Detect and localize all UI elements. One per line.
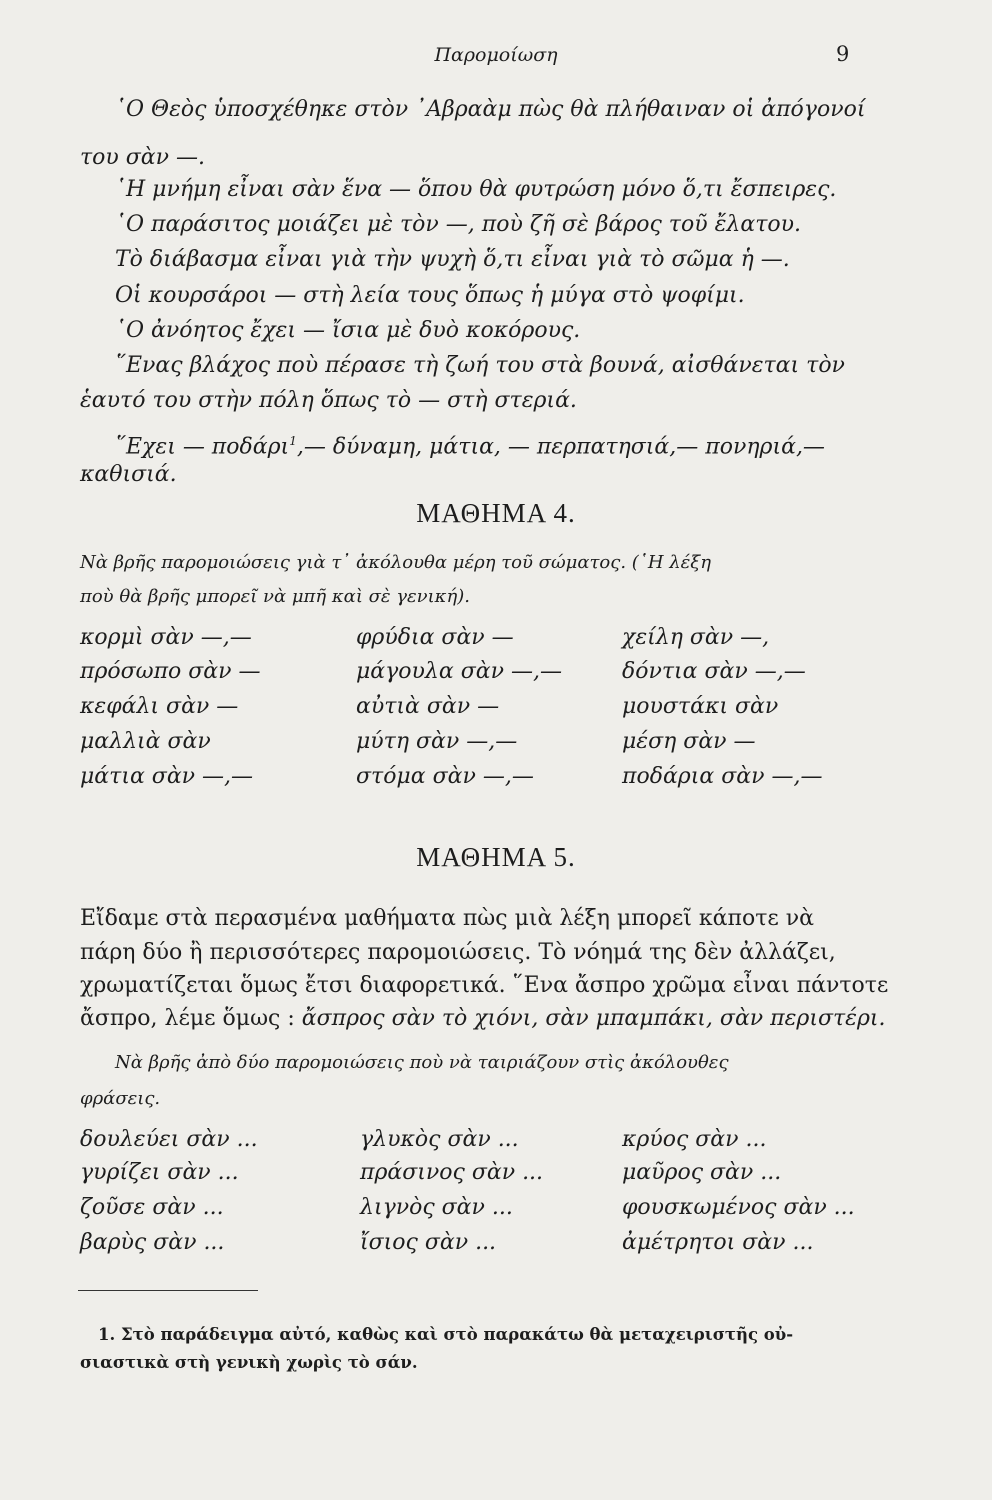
proverb-line: του σὰν —.	[80, 145, 206, 170]
proverb-line: ῾Η μνήμη εἶναι σὰν ἕνα — ὅπου θὰ φυτρώση μόνο ὅ,τι ἔσπειρες.	[115, 177, 837, 202]
exercise-item: πρόσωπο σὰν —	[80, 659, 261, 684]
exercise-item: κρύος σὰν ...	[622, 1127, 767, 1152]
footnote-line: 1. Στὸ παράδειγμα αὐτό, καθὼς καὶ στὸ παρακάτω θὰ μεταχειριστῆς οὐ-	[98, 1325, 794, 1344]
paragraph-line: Εἴδαμε στὰ περασμένα μαθήματα πὼς μιὰ λέξη μπορεῖ κάποτε νὰ	[80, 906, 815, 931]
exercise-item: βαρὺς σὰν ...	[80, 1230, 225, 1255]
proverb-line: Τὸ διάβασμα εἶναι γιὰ τὴν ψυχὴ ὅ,τι εἶναι γιὰ τὸ σῶμα ἡ —.	[115, 247, 790, 272]
exercise-item: γυρίζει σὰν ...	[80, 1160, 239, 1185]
footnote-rule	[78, 1290, 258, 1291]
paragraph-line: χρωματίζεται ὅμως ἔτσι διαφορετικά. ῞Ενα ἄσπρο χρῶμα εἶναι πάντοτε	[80, 973, 889, 998]
proverb-line: καθισιά.	[80, 462, 177, 487]
proverb-line: ῞Ενας βλάχος ποὺ πέρασε τὴ ζωή του στὰ βουνά, αἰσθάνεται τὸν	[115, 353, 845, 378]
proverb-text: ῞Εχει — ποδάρι	[115, 434, 290, 460]
example-phrase: ἄσπρος σὰν τὸ χιόνι, σὰν μπαμπάκι, σὰν περιστέρι.	[301, 1006, 886, 1031]
footnote-line: σιαστικὰ στὴ γενικὴ χωρὶς τὸ σάν.	[80, 1353, 418, 1372]
paragraph-text: ἄσπρο, λέμε ὅμως :	[80, 1006, 295, 1031]
exercise-item: ζοῦσε σὰν ...	[80, 1195, 224, 1220]
proverb-line: ῾Ο παράσιτος μοιάζει μὲ τὸν —, ποὺ ζῆ σὲ βάρος τοῦ ἔλατου.	[115, 212, 801, 237]
exercise-item: ἀμέτρητοι σὰν ...	[622, 1230, 814, 1255]
proverb-line: Οἱ κουρσάροι — στὴ λεία τους ὅπως ἡ μύγα στὸ ψοφίμι.	[115, 283, 745, 308]
footnote-mark: 1	[289, 434, 297, 448]
exercise-item: μέση σὰν —	[622, 729, 756, 754]
paragraph-line: πάρη δύο ἢ περισσότερες παρομοιώσεις. Τὸ νόημά της δὲν ἀλλάζει,	[80, 940, 836, 965]
exercise-item: γλυκὸς σὰν ...	[360, 1127, 519, 1152]
proverb-line	[115, 428, 825, 460]
lesson-5-instruction: φράσεις.	[80, 1088, 161, 1109]
lesson-5-title: ΜΑΘΗΜΑ 5.	[416, 842, 576, 872]
paragraph-line	[80, 1006, 886, 1031]
exercise-item: δόντια σὰν —,—	[622, 659, 806, 684]
lesson-5-instruction: Νὰ βρῆς ἀπὸ δύο παρομοιώσεις ποὺ νὰ ταιριάζουν στὶς ἀκόλουθες	[115, 1052, 729, 1073]
exercise-item: φουσκωμένος σὰν ...	[622, 1195, 855, 1220]
exercise-item: κεφάλι σὰν —	[80, 694, 239, 719]
exercise-item: μουστάκι σὰν	[622, 694, 779, 719]
exercise-item: μάτια σὰν —,—	[80, 764, 254, 789]
exercise-item: μύτη σὰν —,—	[356, 729, 518, 754]
lesson-4-title: ΜΑΘΗΜΑ 4.	[416, 498, 576, 528]
exercise-item: λιγνὸς σὰν ...	[360, 1195, 513, 1220]
exercise-item: ἴσιος σὰν ...	[360, 1230, 497, 1255]
exercise-item: κορμὶ σὰν —,—	[80, 625, 252, 650]
lesson-4-instruction: ποὺ θὰ βρῆς μπορεῖ νὰ μπῆ καὶ σὲ γενική).	[80, 586, 471, 607]
exercise-item: ποδάρια σὰν —,—	[622, 764, 823, 789]
running-head: Παρομοίωση	[434, 44, 558, 66]
proverb-line: ῾Ο Θεὸς ὑποσχέθηκε στὸν ᾿Αβραὰμ πὼς θὰ πλήθαιναν οἱ ἀπόγονοί	[115, 97, 866, 122]
proverb-line: ῾Ο ἀνόητος ἔχει — ἴσια μὲ δυὸ κοκόρους.	[115, 318, 581, 343]
exercise-item: φρύδια σὰν —	[356, 625, 514, 650]
page-number: 9	[836, 42, 850, 66]
proverb-text: ,— δύναμη, μάτια, — περπατησιά,— πονηριά,—	[296, 434, 825, 460]
exercise-item: μάγουλα σὰν —,—	[356, 659, 562, 684]
exercise-item: πράσινος σὰν ...	[360, 1160, 544, 1185]
exercise-item: χείλη σὰν —,	[622, 625, 770, 650]
exercise-item: αὐτιὰ σὰν —	[356, 694, 500, 719]
exercise-item: μαλλιὰ σὰν	[80, 729, 211, 754]
proverb-line: ἑαυτό του στὴν πόλη ὅπως τὸ — στὴ στεριά.	[80, 388, 577, 413]
exercise-item: στόμα σὰν —,—	[356, 764, 534, 789]
lesson-4-instruction: Νὰ βρῆς παρομοιώσεις γιὰ τ᾿ ἀκόλουθα μέρη τοῦ σώματος. (῾Η λέξη	[80, 552, 712, 573]
exercise-item: μαῦρος σὰν ...	[622, 1160, 782, 1185]
exercise-item: δουλεύει σὰν ...	[80, 1127, 258, 1152]
